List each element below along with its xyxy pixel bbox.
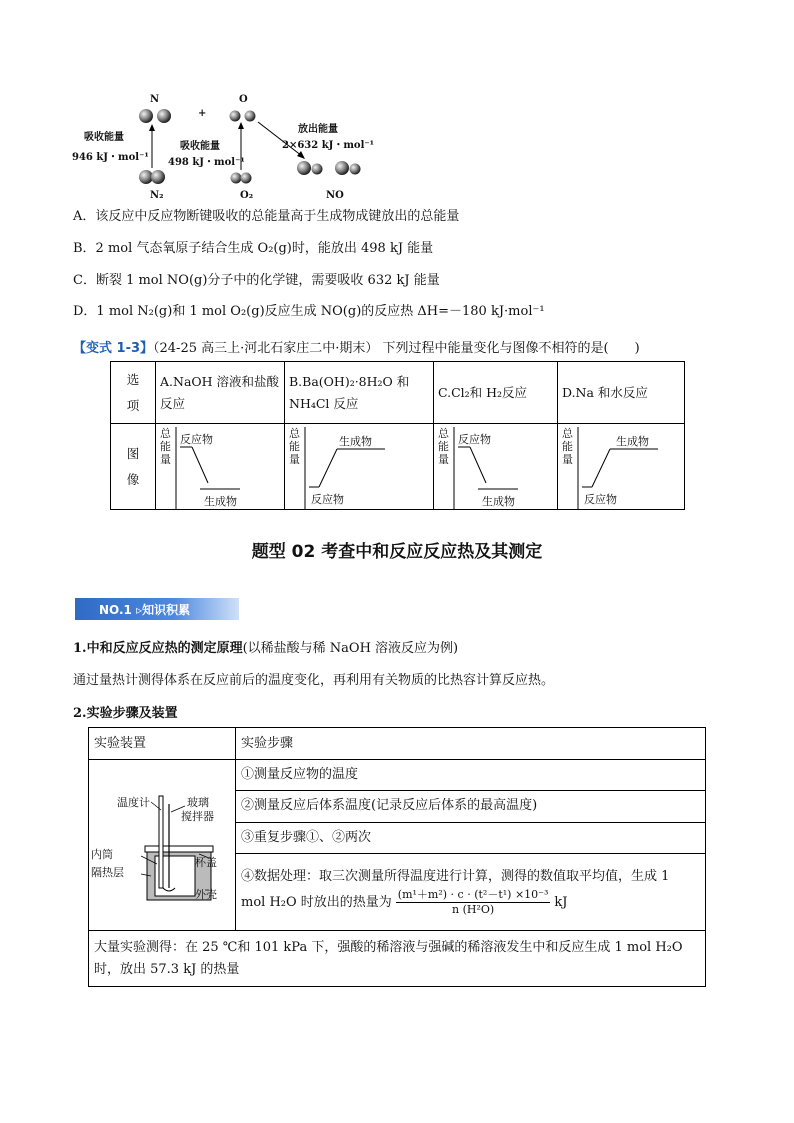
option-c-label: C.Cl₂和 H₂反应 [438, 384, 528, 400]
heat-formula [396, 888, 551, 917]
principle-note: (以稀盐酸与稀 NaOH 溶液反应为例) [242, 641, 459, 656]
principle-heading [73, 637, 458, 656]
banner-label: NO.1 ▹知识积累 [99, 603, 191, 617]
no-label: NO [326, 190, 344, 201]
calorimeter-figure [89, 760, 235, 930]
steps-heading: 2.实验步骤及装置 [73, 706, 178, 721]
option-a-label: A.NaOH 溶液和盐酸反应 [160, 373, 280, 411]
no-molecule-1-n [297, 161, 311, 175]
stirrer-label: 搅拌器 [181, 810, 214, 823]
absorb2-value: 498 kJ・mol⁻¹ [168, 157, 245, 168]
formula-numerator: (m¹＋m²) · c · (t²－t¹) ×10⁻³ [397, 888, 549, 902]
option-b-label: B.Ba(OH)₂·8H₂O 和 NH₄Cl 反应 [289, 373, 410, 411]
conclusion-text: 大量实验测得：在 25 ℃和 101 kPa 下，强酸的稀溶液与强碱的稀溶液发生中和反应生成 1 mol H₂O 时，放出 57.3 kJ 的热量 [94, 939, 683, 977]
graph-b-axis: 总能量 [289, 426, 300, 466]
option-a: A．该反应中反应物断键吸收的总能量高于生成物成键放出的总能量 [73, 209, 460, 224]
graph-c-axis: 总能量 [438, 426, 449, 466]
knowledge-banner [75, 598, 239, 620]
no-molecule-2-n [335, 161, 349, 175]
section-title: 题型 02 考查中和反应反应热及其测定 [251, 542, 543, 562]
n2-atom-1 [139, 170, 153, 184]
variant-text: 下列过程中能量变化与图像不相符的是( ) [382, 341, 640, 356]
absorb1-label: 吸收能量 [84, 132, 124, 143]
n-atom-top-2 [157, 109, 171, 123]
glass-label: 玻璃 [187, 796, 209, 809]
o2-atom-2 [241, 173, 252, 184]
energy-graph-table [110, 361, 685, 510]
atom-o-label: O [239, 94, 248, 105]
graph-a-product: 生成物 [204, 494, 237, 508]
principle-title: 1.中和反应反应热的测定原理 [73, 641, 243, 656]
graph-d-product: 生成物 [616, 434, 649, 448]
absorb1-value: 946 kJ・mol⁻¹ [72, 152, 149, 163]
release-label: 放出能量 [298, 124, 338, 135]
graph-d [558, 425, 684, 509]
graph-d-reactant: 反应物 [584, 492, 617, 506]
step-4-line2: mol H₂O 时放出的热量为 [241, 894, 392, 910]
formula-denominator: n (H²O) [451, 903, 495, 917]
graph-a-reactant: 反应物 [180, 432, 213, 446]
plus-sign: + [198, 108, 207, 119]
step-4-text: ④数据处理：取三次测量所得温度进行计算，测得的数值取平均值，生成 1 [241, 869, 670, 885]
o-atom-top-1 [230, 111, 241, 122]
graph-a-axis: 总能量 [160, 426, 171, 466]
variant-tag: 【变式 1-3】 [73, 341, 154, 356]
bond-energy-diagram [70, 90, 390, 205]
variant-source: （24-25 高三上·河北石家庄二中·期末） [153, 341, 379, 356]
graph-c [434, 425, 557, 509]
step-1: ①测量反应物的温度 [241, 767, 359, 783]
graph-d-axis: 总能量 [562, 426, 573, 466]
experiment-table [88, 727, 706, 987]
o2-atom-1 [231, 173, 242, 184]
graph-c-reactant: 反应物 [458, 432, 491, 446]
graph-a [156, 425, 284, 509]
atom-n-label: N [150, 94, 160, 105]
n-atom-top-1 [139, 109, 153, 123]
variant-question [73, 337, 640, 356]
option-d-label: D.Na 和水反应 [562, 384, 648, 400]
lid-label: 杯盖 [195, 856, 217, 869]
release-value: 2×632 kJ・mol⁻¹ [282, 140, 375, 151]
option-d: D．1 mol N₂(g)和 1 mol O₂(g)反应生成 NO(g)的反应热 ΔH=－180 kJ·mol⁻¹ [73, 304, 545, 319]
graph-b-reactant: 反应物 [311, 492, 344, 506]
shell-label: 外壳 [195, 888, 217, 901]
inner-cup-label: 内筒 [91, 848, 113, 861]
graph-b-product: 生成物 [339, 434, 372, 448]
insulation-label: 隔热层 [91, 866, 124, 879]
o2-label: O₂ [240, 190, 254, 201]
absorb2-label: 吸收能量 [180, 141, 220, 152]
n2-label: N₂ [150, 190, 164, 201]
option-b: B．2 mol 气态氧原子结合生成 O₂(g)时，能放出 498 kJ 能量 [73, 241, 434, 256]
step-4 [241, 866, 700, 917]
principle-body: 通过量热计测得体系在反应前后的温度变化，再利用有关物质的比热容计算反应热。 [73, 673, 555, 688]
no-molecule-2-o [350, 164, 361, 175]
option-c: C．断裂 1 mol NO(g)分子中的化学键，需要吸收 632 kJ 能量 [73, 273, 440, 288]
graph-b [285, 425, 433, 509]
step-3: ③重复步骤①、②两次 [241, 829, 372, 845]
device-header: 实验装置 [94, 735, 147, 751]
n2-atom-2 [151, 170, 165, 184]
no-molecule-1-o [312, 164, 323, 175]
thermometer-label: 温度计 [117, 796, 150, 809]
steps-header: 实验步骤 [241, 735, 294, 751]
o-atom-top-2 [245, 111, 256, 122]
header-option-label: 选项 [126, 371, 140, 413]
formula-unit: kJ [554, 894, 568, 910]
graph-c-product: 生成物 [482, 494, 515, 508]
header-image-label: 图像 [126, 445, 140, 487]
step-2: ②测量反应后体系温度(记录反应后体系的最高温度) [241, 798, 538, 814]
